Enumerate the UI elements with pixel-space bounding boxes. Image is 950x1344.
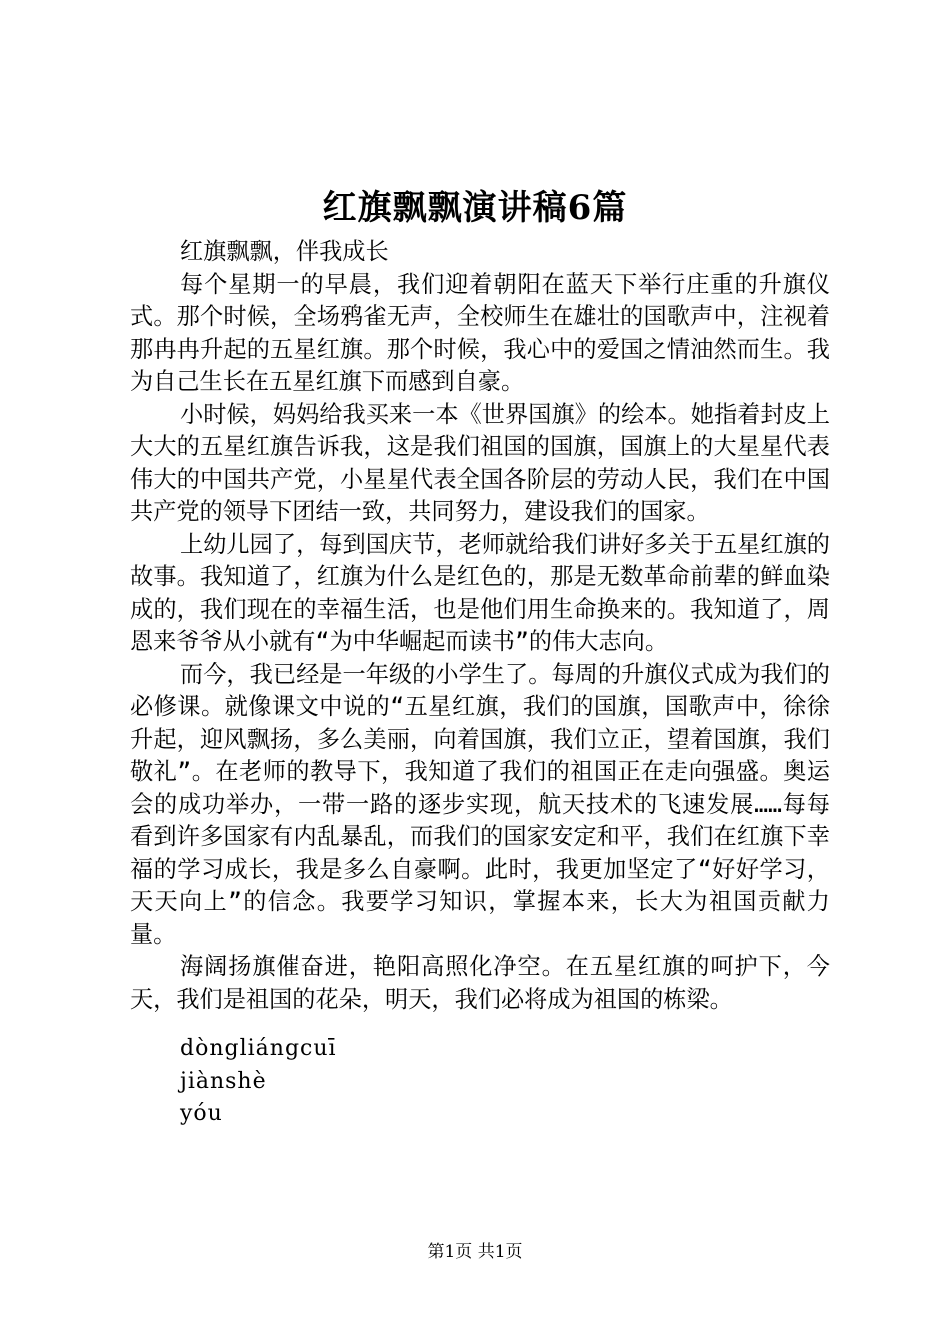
body-paragraph: 海阔扬旗催奋进，艳阳高照化净空。在五星红旗的呵护下，今天，我们是祖国的花朵，明天，我们必将成为祖国的栋梁。 (130, 953, 830, 1013)
pinyin-notes (180, 1033, 337, 1131)
page-footer: 第1页 共1页 (427, 1242, 523, 1262)
document-body (130, 236, 830, 1016)
pinyin-line: jiànshè (180, 1068, 267, 1094)
body-paragraph: 而今，我已经是一年级的小学生了。每周的升旗仪式成为我们的必修课。就像课文中说的“五星红旗，我们的国旗，国歌声中，徐徐升起，迎风飘扬，多么美丽，向着国旗，我们立正，望着国旗，我们敬礼”。在老师的教导下，我知道了我们的祖国正在走向强盛。奥运会的成功举办，一带一路的逐步实现，航天技术的飞速发展……每每看到许多国家有内乱暴乱，而我们的国家安定和平，我们在红旗下幸福的学习成长，我是多么自豪啊。此时，我更加坚定了“好好学习，天天向上”的信念。我要学习知识，掌握本来，长大为祖国贡献力量。 (130, 660, 830, 948)
pinyin-line: yóu (180, 1101, 223, 1126)
body-paragraph: 每个星期一的早晨，我们迎着朝阳在蓝天下举行庄重的升旗仪式。那个时候，全场鸦雀无声，全校师生在雄壮的国歌声中，注视着那冉冉升起的五星红旗。那个时候，我心中的爱国之情油然而生。我为自己生长在五星红旗下而感到自豪。 (130, 270, 830, 395)
body-paragraph: 上幼儿园了，每到国庆节，老师就给我们讲好多关于五星红旗的故事。我知道了，红旗为什么是红色的，那是无数革命前辈的鲜血染成的，我们现在的幸福生活，也是他们用生命换来的。我知道了，周恩来爷爷从小就有“为中华崛起而读书”的伟大志向。 (130, 530, 830, 655)
subtitle-paragraph: 红旗飘飘，伴我成长 (180, 238, 389, 265)
body-paragraph: 小时候，妈妈给我买来一本《世界国旗》的绘本。她指着封皮上大大的五星红旗告诉我，这是我们祖国的国旗，国旗上的大星星代表伟大的中国共产党，小星星代表全国各阶层的劳动人民，我们在中国共产党的领导下团结一致，共同努力，建设我们的国家。 (130, 400, 830, 525)
document-title: 红旗飘飘演讲稿6篇 (322, 188, 628, 228)
pinyin-line: dòngliángcuī (180, 1036, 337, 1061)
